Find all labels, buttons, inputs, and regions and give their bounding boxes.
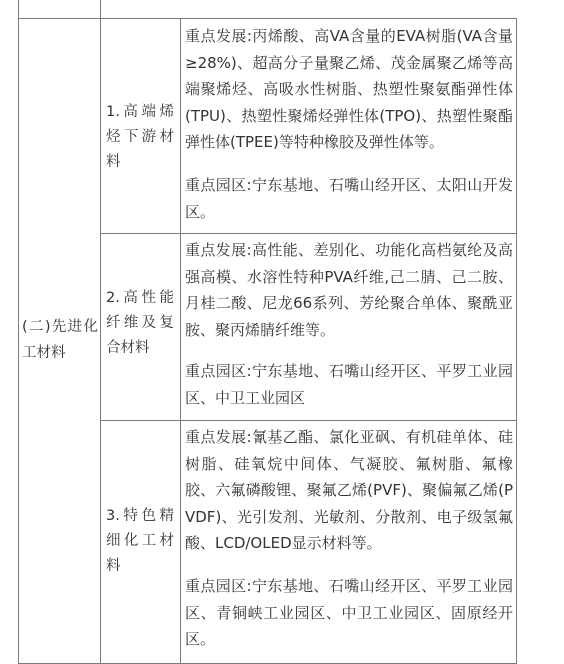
focus-parks-text: 重点园区:宁东基地、石嘴山经开区、平罗工业园区、中卫工业园区 bbox=[185, 362, 513, 407]
table-border-right bbox=[516, 18, 517, 664]
subcategory-label: 3.特色精细化工材料 bbox=[106, 508, 174, 574]
focus-development-text: 重点发展:高性能、差别化、功能化高档氨纶及高强高模、水溶性特种PVA纤维,己二腈、己二胺、月桂二酸、尼龙66系列、芳纶聚合单体、聚酰亚胺、聚丙烯腈纤维等。 bbox=[185, 241, 513, 339]
table-divider-subcategory bbox=[180, 18, 181, 664]
table-border-left bbox=[18, 0, 19, 664]
focus-development-text: 重点发展:氰基乙酯、氯化亚砜、有机硅单体、硅树脂、硅氧烷中间体、气凝胶、氟树脂、氟橡胶、六氟磷酸锂、聚氟乙烯(PVF)、聚偏氟乙烯(PVDF)、光引发剂、光敏剂、分散剂、电子级氢氟酸、LCD/OLED显示材料等。 bbox=[185, 428, 513, 552]
focus-parks-text: 重点园区:宁东基地、石嘴山经开区、太阳山开发区。 bbox=[185, 176, 513, 221]
row-divider-1 bbox=[100, 233, 517, 234]
row-divider-2 bbox=[100, 420, 517, 421]
subcategory-label: 2.高性能纤维及复合材料 bbox=[106, 290, 174, 356]
focus-development-text: 重点发展:丙烯酸、高VA含量的EVA树脂(VA含量≥28%)、超高分子量聚乙烯、茂金属聚乙烯等高端聚烯烃、高吸水性树脂、热塑性聚氨酯弹性体(TPU)、热塑性聚烯烃弹性体(TPO)、热塑性聚酯弹性体(TPEE)等特种橡胶及弹性体等。 bbox=[185, 27, 513, 151]
category-label: (二)先进化工材料 bbox=[22, 319, 98, 361]
table-top-border bbox=[18, 18, 517, 19]
table-divider-category bbox=[100, 0, 101, 664]
focus-parks-text: 重点园区:宁东基地、石嘴山经开区、平罗工业园区、青铜峡工业园区、中卫工业园区、固原经开区。 bbox=[185, 577, 513, 648]
subcategory-label: 1.高端烯烃下游材料 bbox=[106, 104, 174, 170]
